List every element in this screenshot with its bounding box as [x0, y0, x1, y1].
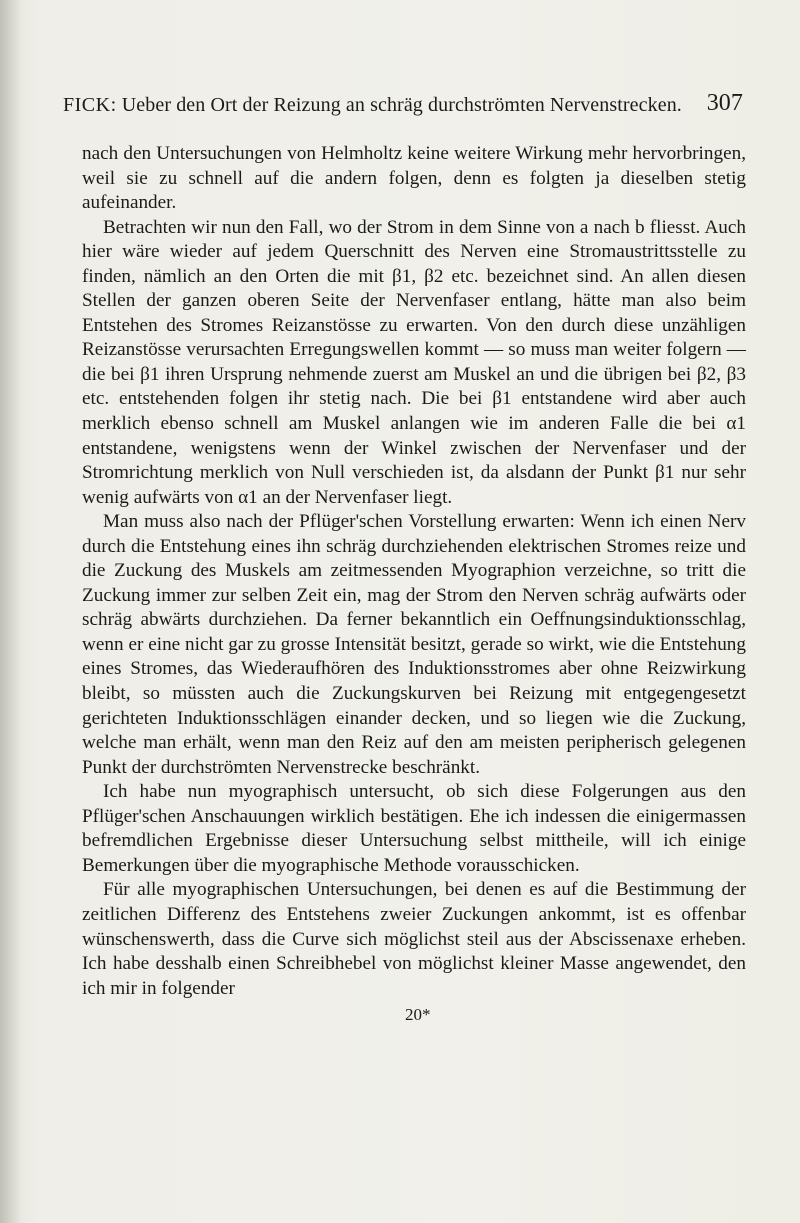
body-text — [82, 142, 746, 1001]
spine-shadow — [0, 0, 22, 1223]
header-author: FICK: — [63, 94, 117, 116]
page-number: 307 — [706, 90, 743, 116]
printer-signature: 20* — [405, 1005, 431, 1024]
paragraph-3: Man muss also nach der Pflüger'schen Vorstellung erwarten: Wenn ich einen Nerv durch die Entstehung eines ihn schräg durchziehenden elektrischen Stromes reize und die Zuckung des Muskels am zeitmessenden Myographion verzeichne, so tritt die Zuckung immer zur selben Zeit ein, mag der Strom den Nerven schräg aufwärts oder schräg abwärts durchziehen. Da ferner bekanntlich ein Oeffnungsinduktionsschlag, wenn er eine nicht gar zu grosse Intensität besitzt, gerade so wirkt, wie die Entstehung eines Stromes, das Wiederaufhören des Induktionsstromes aber ohne Reizwirkung bleibt, so müssten auch die Zuckungskurven bei Reizung mit entgegengesetzt gerichteten Induktionsschlägen einander decken, und so liegen wie die Zuckung, welche man erhält, wenn man den Reiz auf den am meisten peripherisch gelegenen Punkt der durchströmten Nervenstrecke beschränkt. — [82, 511, 746, 778]
header-title: Ueber den Ort der Reizung an schräg durchströmten Nervenstrecken. — [121, 94, 682, 116]
running-header — [63, 90, 743, 117]
paragraph-5: Für alle myographischen Untersuchungen, bei denen es auf die Bestimmung der zeitlichen Differenz des Entstehens zweier Zuckungen ankommt, ist es offenbar wünschenswerth, dass die Curve sich möglichst steil aus der Abscissenaxe erheben. Ich habe desshalb einen Schreibhebel von möglichst kleiner Masse angewendet, den ich mir in folgender — [82, 879, 746, 999]
paragraph-1: nach den Untersuchungen von Helmholtz keine weitere Wirkung mehr hervorbringen, weil sie zu schnell auf die andern folgen, denn es folgten ja dieselben stetig aufeinander. — [82, 143, 746, 214]
paragraph-4: Ich habe nun myographisch untersucht, ob sich diese Folgerungen aus den Pflüger'schen Anschauungen wirklich bestätigen. Ehe ich indessen die einigermassen befremdlichen Ergebnisse dieser Untersuchung selbst mittheile, will ich einige Bemerkungen über die myographische Methode vorausschicken. — [82, 781, 746, 876]
paragraph-2: Betrachten wir nun den Fall, wo der Strom in dem Sinne von a nach b fliesst. Auch hier wäre wieder auf jedem Querschnitt des Nerven eine Stromaustrittsstelle zu finden, nämlich an den Orten die mit β1, β2 etc. bezeichnet sind. An allen diesen Stellen der ganzen oberen Seite der Nervenfaser entlang, hätte man also beim Entstehen des Stromes Reizanstösse zu erwarten. Von den durch diese unzähligen Reizanstösse verursachten Erregungswellen kommt — so muss man weiter folgern — die bei β1 ihren Ursprung nehmende zuerst am Muskel an und die übrigen bei β2, β3 etc. entstehenden folgen ihr stetig nach. Die bei β1 entstandene wird aber auch merklich ebenso schnell am Muskel anlangen wie im anderen Falle die bei α1 entstandene, wenigstens wenn der Winkel zwischen der Nervenfaser und der Stromrichtung merklich von Null verschieden ist, da alsdann der Punkt β1 nur sehr wenig aufwärts von α1 an der Nervenfaser liegt. — [82, 216, 746, 508]
